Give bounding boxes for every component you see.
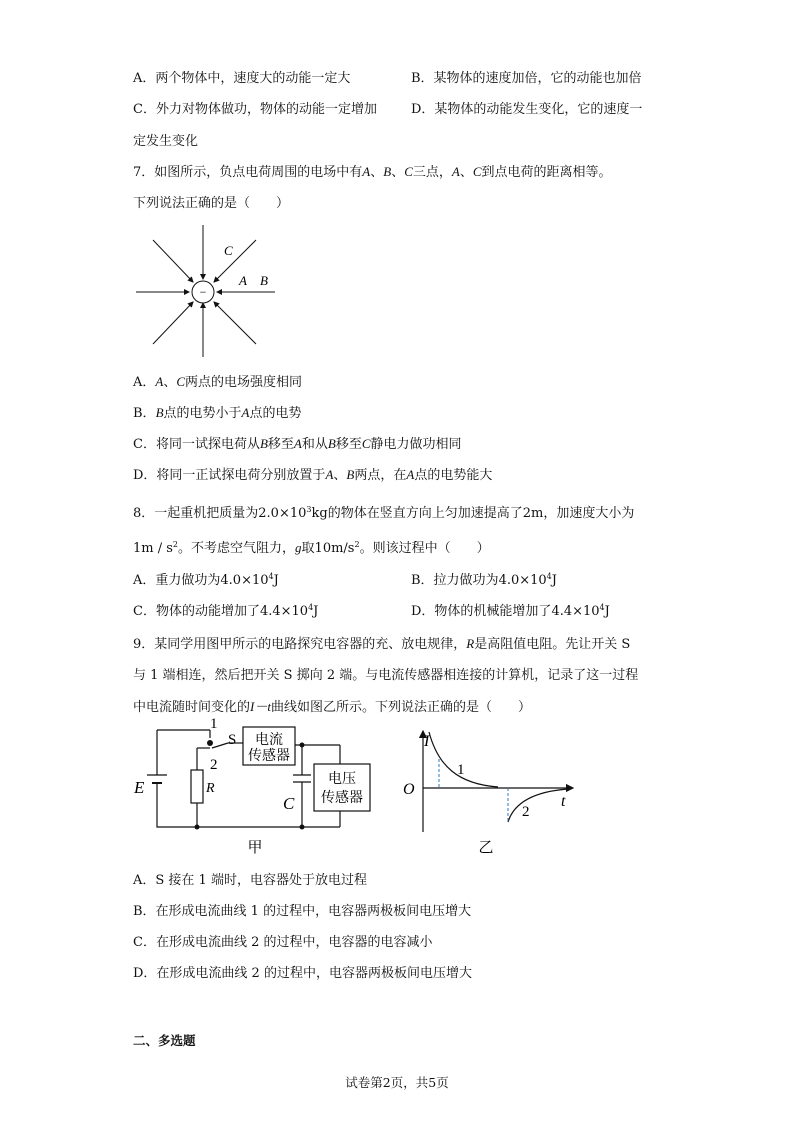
circuit-label-c: C <box>283 794 295 813</box>
q6-option-a: A．两个物体中，速度大的动能一定大 <box>133 71 351 86</box>
q6-option-b: B．某物体的速度加倍，它的动能也加倍 <box>411 71 642 86</box>
current-sensor-label-1: 电流 <box>255 732 283 748</box>
point-b-label: B <box>260 273 268 288</box>
circuit-terminal-2: 2 <box>210 757 218 773</box>
circuit-label-r: R <box>206 781 215 796</box>
q7-option-a: A．A、C两点的电场强度相同 <box>133 374 303 390</box>
q7-stem-line2: 下列说法正确的是（ ） <box>133 196 290 211</box>
q8-option-b: B．拉力做功为$4.0\times 10^4J$ <box>411 572 557 588</box>
q9-circuit-diagram <box>130 715 380 860</box>
q7-option-d: D．将同一正试探电荷分别放置于A、B两点，在A点的电势能大 <box>133 467 493 483</box>
current-sensor-label-2: 传感器 <box>248 748 290 764</box>
graph-axis-i: I <box>424 733 430 750</box>
graph-curve-1-label: 1 <box>457 762 465 778</box>
q8-stem-line2: $1m / s^2$。不考虑空气阻力，g取$10m/s^2$。则该过程中（ ） <box>133 540 490 556</box>
voltage-sensor-label-1: 电压 <box>328 771 356 787</box>
section-heading-multiple-choice: 二、多选题 <box>133 1033 196 1048</box>
graph-origin-o: O <box>403 781 415 798</box>
page-footer: 试卷第2页，共5页 <box>345 1075 449 1090</box>
voltage-sensor-label-2: 传感器 <box>321 790 363 806</box>
q7-option-c: C．将同一试探电荷从B移至A和从B移至C静电力做功相同 <box>133 436 462 452</box>
q7-option-b: B．B点的电势小于A点的电势 <box>133 405 302 421</box>
q9-option-c: C．在形成电流曲线 2 的过程中，电容器的电容减小 <box>133 935 433 950</box>
graph-axis-t: t <box>561 793 566 810</box>
circuit-terminal-1: 1 <box>210 716 218 732</box>
q8-option-a: A．重力做功为$4.0\times 10^4J$ <box>133 572 279 588</box>
q6-option-d: D．某物体的动能发生变化，它的速度一 <box>411 102 643 117</box>
q9-stem-line1: 9．某同学用图甲所示的电路探究电容器的充、放电规律，R是高阻值电阻。先让开关 S <box>133 636 631 652</box>
q8-stem-line1: 8．一起重机把质量为$2.0\times 10^3kg$的物体在竖直方向上匀加速提高了2m，加速度大小为 <box>133 505 635 521</box>
q6-option-c: C．外力对物体做功，物体的动能一定增加 <box>133 102 377 117</box>
graph-caption: 乙 <box>478 838 494 856</box>
point-c-label: C <box>224 243 233 258</box>
circuit-label-s: S <box>228 732 237 748</box>
q9-stem-line2: 与 1 端相连，然后把开关 S 掷向 2 端。与电流传感器相连接的计算机，记录了这一过程 <box>133 668 639 683</box>
point-a-label: A <box>239 273 247 288</box>
graph-curve-2-label: 2 <box>522 804 530 820</box>
circuit-caption: 甲 <box>247 838 263 856</box>
q6-option-d-cont: 定发生变化 <box>133 134 199 149</box>
q9-option-b: B．在形成电流曲线 1 的过程中，电容器两极板间电压增大 <box>133 904 472 919</box>
q7-stem-line1: 7．如图所示，负点电荷周围的电场中有A、B、C三点，A、C到点电荷的距离相等。 <box>133 164 612 180</box>
q9-option-d: D．在形成电流曲线 2 的过程中，电容器两极板间电压增大 <box>133 966 472 981</box>
q9-stem-line3: 中电流随时间变化的I－t曲线如图乙所示。下列说法正确的是（ ） <box>133 699 531 715</box>
circuit-label-e: E <box>134 778 145 797</box>
q8-option-c: C．物体的动能增加了$4.4\times 10^4J$ <box>133 603 319 619</box>
q7-field-figure <box>128 225 288 365</box>
q9-current-time-graph <box>398 726 583 861</box>
q8-option-d: D．物体的机械能增加了$4.4\times 10^4J$ <box>411 603 610 619</box>
negative-charge-symbol: − <box>199 285 207 299</box>
q9-option-a: A．S 接在 1 端时，电容器处于放电过程 <box>133 873 367 888</box>
